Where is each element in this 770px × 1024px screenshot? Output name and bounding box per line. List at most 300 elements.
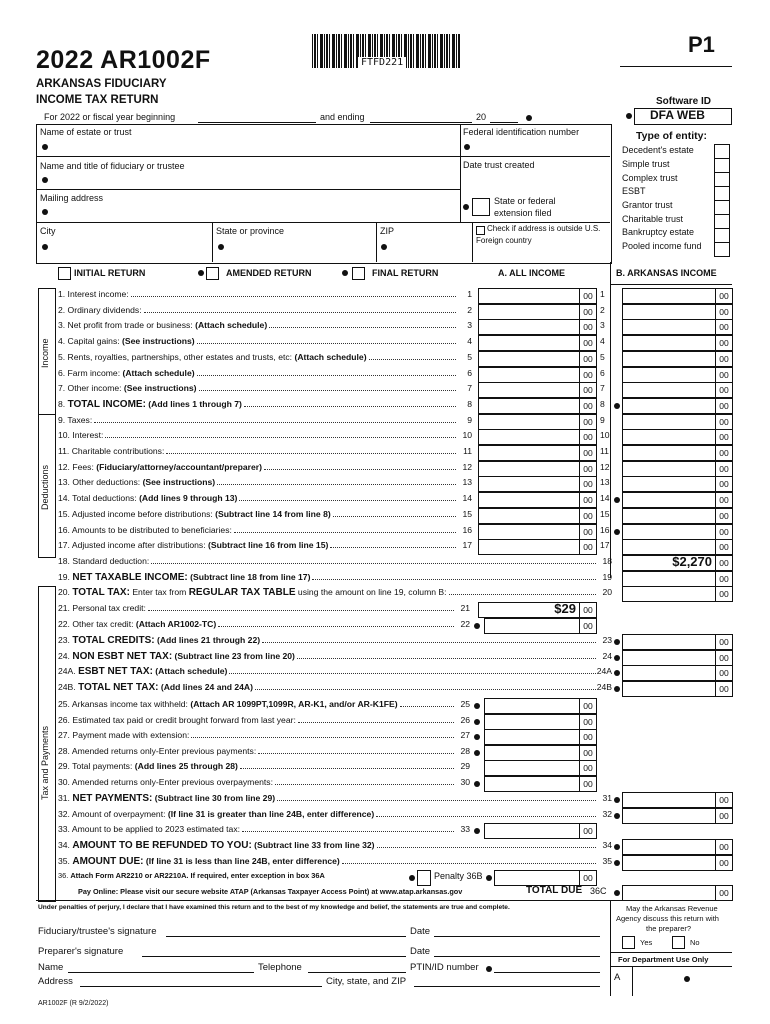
line-note: Attach Form AR2210 or AR2210A. If required, enter exception in box 36A [70,871,325,880]
bullet-icon [614,686,620,692]
line-number: 33 [460,824,470,834]
preparer-signature-line[interactable] [142,956,406,957]
estate-name-label: Name of estate or trust [40,127,132,137]
foreign-country-label: Foreign country [476,236,532,245]
amount-field[interactable] [478,367,580,383]
amount-field[interactable] [622,429,716,445]
cents-field: 00 [580,618,597,634]
amount-field[interactable] [478,382,580,398]
amount-field[interactable] [622,476,716,492]
amount-field[interactable] [622,319,716,335]
city-state-zip-line[interactable] [414,986,600,987]
line-l24 [58,650,612,665]
entity-grantor-trust: Grantor trust [622,200,673,210]
line-label: 11. Charitable contributions: [58,446,165,456]
entity-checkbox[interactable] [714,242,730,257]
line-l33 [58,823,470,838]
cents-field: 00 [716,681,733,697]
amount-field[interactable] [622,445,716,461]
line-title: AMOUNT TO BE REFUNDED TO YOU: [72,840,252,851]
amended-return-checkbox[interactable] [206,267,219,280]
city-input[interactable] [52,238,202,254]
amount-field[interactable] [622,288,716,304]
penalty-exception-36a[interactable] [417,870,431,886]
penalty-36b-label: Penalty 36B [434,871,483,881]
line-number: 31 [602,793,612,803]
amount-field[interactable] [622,461,716,477]
line-l4 [58,335,472,350]
leader-dots [191,737,454,738]
line-label: 18. Standard deduction: [58,556,150,566]
amount-field[interactable] [484,760,580,776]
city-state-zip-label: City, state, and ZIP [326,976,407,987]
leader-dots [197,375,456,376]
line-number: 12 [600,461,610,472]
amount-field[interactable] [622,539,716,555]
line-l17 [58,539,472,554]
leader-dots [333,516,456,517]
bullet-icon [42,244,48,250]
cents-field: 00 [580,445,597,461]
bullet-icon [684,976,690,982]
line-label: 6. Farm income: [58,367,123,378]
bullet-icon [614,529,620,535]
line-number: 14 [462,493,472,504]
state-province-input[interactable] [228,238,368,254]
amount-field[interactable] [484,698,580,714]
cents-field: 00 [716,839,733,855]
cents-field: 00 [580,760,597,776]
line-label: 7. Other income: [58,383,124,394]
amount-field[interactable] [478,414,580,430]
line-label: 28. Amended returns only-Enter previous payments: [58,745,257,756]
cents-field: 00 [580,508,597,524]
amount-field[interactable] [622,524,716,540]
discuss-no-label: No [690,938,700,947]
line-l36 [58,870,438,885]
line-label: 24B. [58,681,79,692]
software-id-value: DFA WEB [650,108,705,122]
entity-esbt: ESBT [622,186,646,196]
leader-dots [217,484,456,485]
cents-field: 00 [580,288,597,304]
amount-field[interactable] [622,555,716,571]
cents-field: 00 [716,288,733,304]
zip-input[interactable] [390,238,466,254]
form-id: AR1002F (R 9/2/2022) [38,1000,109,1007]
entity-checkbox[interactable] [714,144,730,159]
bullet-icon [614,497,620,503]
amount-field[interactable] [478,602,580,618]
leader-dots [264,469,456,470]
line-note: (Attach schedule) [195,320,268,331]
line-l27 [58,729,470,744]
line-label: 22. Other tax credit: [58,619,136,629]
line-label: 2. Ordinary dividends: [58,304,142,315]
line-title: TOTAL NET TAX: [78,681,159,693]
amount-field[interactable] [478,524,580,540]
line-l13 [58,476,472,491]
amount-field[interactable] [622,571,716,587]
cents-field: 00 [580,461,597,477]
leader-dots [144,312,456,313]
federal-id-input[interactable] [474,138,604,154]
entity-bankruptcy-estate: Bankruptcy estate [622,227,695,237]
leader-dots [330,547,456,548]
cents-field: 00 [716,650,733,666]
leader-dots [376,816,596,817]
cents-field: 00 [580,539,597,555]
cents-field: 00 [580,335,597,351]
cents-field: 00 [580,714,597,730]
line-number: 24B [596,681,612,692]
column-a-divider [610,262,611,578]
amount-field[interactable] [484,729,580,745]
bullet-icon [474,734,480,740]
year-line[interactable] [490,122,518,123]
bullet-icon [464,144,470,150]
line-note: (Add lines 9 through 13) [139,493,238,504]
leader-dots [342,863,596,864]
amount-field[interactable] [478,476,580,492]
fiduciary-name-label: Name and title of fiduciary or trustee [40,161,185,171]
bullet-icon [198,270,204,276]
initial-return-checkbox[interactable] [58,267,71,280]
amount-field[interactable] [622,492,716,508]
entity-checkbox[interactable] [714,228,730,243]
cents-field: 00 [716,665,733,681]
total-due-label: TOTAL DUE [526,885,583,896]
telephone-label: Telephone [258,962,302,973]
perjury-statement: Under penalties of perjury, I declare that I have examined this return and to the best of my knowledge and belief, the statements are true and complete. [38,904,510,911]
amount-field[interactable] [622,382,716,398]
barcode-text: FTFD221 [358,57,406,68]
line-note: (Attach AR1002-TC) [135,619,217,629]
state-divider [376,222,377,262]
date-line-2[interactable] [434,956,600,957]
telephone-line[interactable] [308,972,406,973]
amount-field[interactable] [484,823,580,839]
amount-field[interactable] [622,304,716,320]
cents-field: 00 [716,539,733,555]
line-l10 [58,429,472,444]
line-label: 20. [58,587,73,597]
line-l22 [58,618,470,633]
leader-dots [277,800,596,801]
initial-return-label: INITIAL RETURN [74,268,146,278]
bullet-icon [614,890,620,896]
leader-dots [148,610,454,611]
line-title: NON ESBT NET TAX: [72,650,173,662]
line-number: 15 [600,508,610,519]
line-label: Enter tax from [129,587,189,597]
line-number: 13 [600,477,610,488]
amount-field[interactable] [622,855,716,871]
line-number: 8 [600,398,605,409]
line-l8 [58,398,472,413]
line-label: 36. [58,871,71,880]
line-note: (Subtract line 16 from line 15) [208,540,329,551]
entity-simple-trust: Simple trust [622,159,670,169]
amount-field[interactable] [478,304,580,320]
estate-name-input[interactable] [52,138,452,154]
leader-dots [229,673,596,674]
line-number: 32 [602,809,612,819]
bullet-icon [614,797,620,803]
line-note: (Subtract line 30 from line 29) [152,793,276,803]
cents-field: 00 [580,524,597,540]
extension-filed-checkbox[interactable] [472,198,490,216]
amount-field[interactable] [478,539,580,555]
line-title: ESBT NET TAX: [78,666,153,678]
date-trust-created-label: Date trust created [463,160,535,170]
mailing-address-input[interactable] [52,203,452,219]
line-label: 25. Arkansas income tax withheld: [58,699,191,709]
line-l26 [58,714,470,729]
cents-field: 00 [716,351,733,367]
fiduciary-signature-label: Fiduciary/trustee's signature [38,926,157,937]
outside-us-checkbox[interactable] [476,226,485,235]
amount-field[interactable] [622,839,716,855]
line-number: 17 [462,540,472,551]
cents-field: 00 [580,367,597,383]
discuss-return-question-1: May the Arkansas Revenue [626,904,718,913]
line-label: 19. [58,572,73,582]
line-label: 9. Taxes: [58,414,93,425]
line-label: 30. Amended returns only-Enter previous overpayments: [58,777,273,787]
line-label: 23. [58,635,73,645]
final-return-label: FINAL RETURN [372,268,439,278]
bullet-icon [381,244,387,250]
line-number: 26 [460,714,470,725]
line-l3 [58,319,472,334]
leader-dots [131,296,456,297]
entity-checkbox[interactable] [714,214,730,229]
entity-checkbox[interactable] [714,186,730,201]
cents-field: 00 [716,508,733,524]
entity-pooled-income-fund: Pooled income fund [622,241,702,251]
line-label: 34. [58,840,73,850]
line-note: (Add lines 1 through 7) [145,398,242,409]
amount-field[interactable] [478,445,580,461]
leader-dots [239,500,456,501]
entity-checkbox[interactable] [714,158,730,173]
amount-field[interactable] [478,288,580,304]
fiduciary-name-input[interactable] [52,171,452,187]
leader-dots [298,722,454,723]
amount-field[interactable] [622,398,716,414]
line-number: 7 [600,383,605,394]
leader-dots [218,626,454,627]
line-number: 17 [600,540,610,551]
total-due-field[interactable] [622,885,716,901]
line-number: 3 [600,320,605,331]
fiscal-begin-line[interactable] [198,122,316,123]
state-province-label: State or province [216,226,285,236]
line-note: (Subtract line 18 from line 17) [187,572,311,582]
amount-field[interactable] [478,335,580,351]
amount-field[interactable] [622,808,716,824]
cents-field: 00 [716,304,733,320]
discuss-no-checkbox[interactable] [672,936,685,949]
bullet-icon [474,719,480,725]
line-number: 13 [462,477,472,488]
bullet-icon [218,244,224,250]
cents-field: 00 [716,414,733,430]
line-l23 [58,634,612,649]
leader-dots [258,753,454,754]
discuss-return-question-3: the preparer? [646,924,692,933]
amount-value: $29 [554,601,576,616]
amount-field[interactable] [622,586,716,602]
amount-field[interactable] [484,776,580,792]
date-line-1[interactable] [434,936,600,937]
amount-field[interactable] [478,508,580,524]
ptin-line[interactable] [494,972,600,973]
cents-field: 00 [580,870,597,886]
amount-field[interactable] [478,461,580,477]
bullet-icon [474,828,480,834]
amount-field[interactable] [622,792,716,808]
leader-dots [275,784,454,785]
line-number: 2 [600,304,605,315]
line-label: 4. Capital gains: [58,336,123,347]
ptin-label: PTIN/ID number [410,962,479,973]
line-note: (If line 31 is greater than line 24B, enter difference) [167,809,375,819]
and-ending-label: and ending [320,112,365,122]
amount-field[interactable] [478,398,580,414]
row-divider-1 [36,156,610,157]
bullet-icon [474,781,480,787]
line-l31 [58,792,612,807]
preparer-address-line[interactable] [80,986,322,987]
federal-id-label: Federal identification number [463,127,580,137]
line-label: 26. Estimated tax paid or credit brought forward from last year: [58,714,296,725]
line-number: 1 [600,289,605,299]
amount-field[interactable] [478,319,580,335]
fiscal-end-line[interactable] [370,122,472,123]
line-l30 [58,776,470,791]
line-l2 [58,304,472,319]
cents-field: 00 [580,745,597,761]
line-label: 1. Interest income: [58,289,129,299]
amount-field[interactable] [484,745,580,761]
line-label: 8. [58,398,68,409]
column-a-header: A. ALL INCOME [498,268,565,278]
line-label: 33. Amount to be applied to 2023 estimated tax: [58,824,241,834]
cents-field: 00 [580,429,597,445]
fiduciary-signature-line[interactable] [166,936,406,937]
cents-field: 00 [580,698,597,714]
leader-dots [234,532,456,533]
entity-checkbox[interactable] [714,200,730,215]
cents-field: 00 [580,776,597,792]
line-note: (Attach schedule) [294,351,367,362]
bullet-icon [486,875,492,881]
line-number: 5 [600,351,605,362]
amount-field[interactable] [622,367,716,383]
amount-field[interactable] [622,414,716,430]
line-number: 9 [600,414,605,425]
amount-field[interactable] [484,618,580,634]
line-number: 12 [462,461,472,472]
amount-field[interactable] [484,714,580,730]
amount-field[interactable] [622,508,716,524]
leader-dots [400,706,454,707]
cents-field: 00 [716,855,733,871]
preparer-address-label: Address [38,976,73,987]
cents-field: 00 [580,476,597,492]
discuss-yes-checkbox[interactable] [622,936,635,949]
city-label: City [40,226,56,236]
line-l11 [58,445,472,460]
cents-field: 00 [580,823,597,839]
line-label: 3. Net profit from trade or business: [58,320,196,331]
cents-field: 00 [716,398,733,414]
line-l28 [58,745,470,760]
line-label: 31. [58,793,73,803]
leader-dots [242,831,454,832]
line-number: 35 [602,856,612,866]
row-divider-3 [36,222,610,223]
line-note: (Attach AR 1099PT,1099R, AR-K1, and/or AR-K1FE) [190,699,398,709]
line-l20 [58,586,612,601]
line-title: AMOUNT DUE: [72,856,144,867]
amount-field[interactable] [622,681,716,697]
pay-online-text: Pay Online: Please visit our secure website ATAP (Arkansas Taxpayer Access Point) at www.atap.arkansas.gov [78,887,463,896]
line-l19 [58,571,612,586]
amount-field[interactable] [622,634,716,650]
line-number: 10 [600,430,610,441]
line-note: (Attach schedule) [152,666,228,677]
line-l24a [58,665,612,680]
line-number: 23 [602,635,612,645]
line-number: 14 [600,493,610,504]
final-return-checkbox[interactable] [352,267,365,280]
amount-field[interactable] [478,492,580,508]
preparer-signature-label: Preparer's signature [38,946,124,957]
entity-checkbox[interactable] [714,172,730,187]
bullet-icon [463,204,469,210]
cents-field: 00 [716,319,733,335]
amount-field[interactable] [478,429,580,445]
line-number: 24 [602,650,612,661]
amount-field[interactable] [622,351,716,367]
dept-use-divider [632,966,633,996]
cents-field: 00 [716,571,733,587]
leader-dots [262,642,596,643]
bullet-icon [614,403,620,409]
line-l9 [58,414,472,429]
date-trust-created-input[interactable] [474,172,604,188]
penalty-36b-field[interactable] [494,870,580,886]
amount-field[interactable] [622,650,716,666]
foreign-country-input[interactable] [476,246,606,260]
line-note: (See instructions) [123,383,197,394]
amount-field[interactable] [622,665,716,681]
bullet-icon [526,115,532,121]
amount-field[interactable] [478,351,580,367]
leader-dots [94,422,456,423]
line-l21 [58,602,470,617]
preparer-name-line[interactable] [68,972,254,973]
amount-field[interactable] [622,335,716,351]
tax-payments-section-label: Tax and Payments [40,725,50,800]
leader-dots [312,579,596,580]
city-divider [212,222,213,262]
line-l18 [58,555,612,570]
line-note: (Attach schedule) [122,367,195,378]
